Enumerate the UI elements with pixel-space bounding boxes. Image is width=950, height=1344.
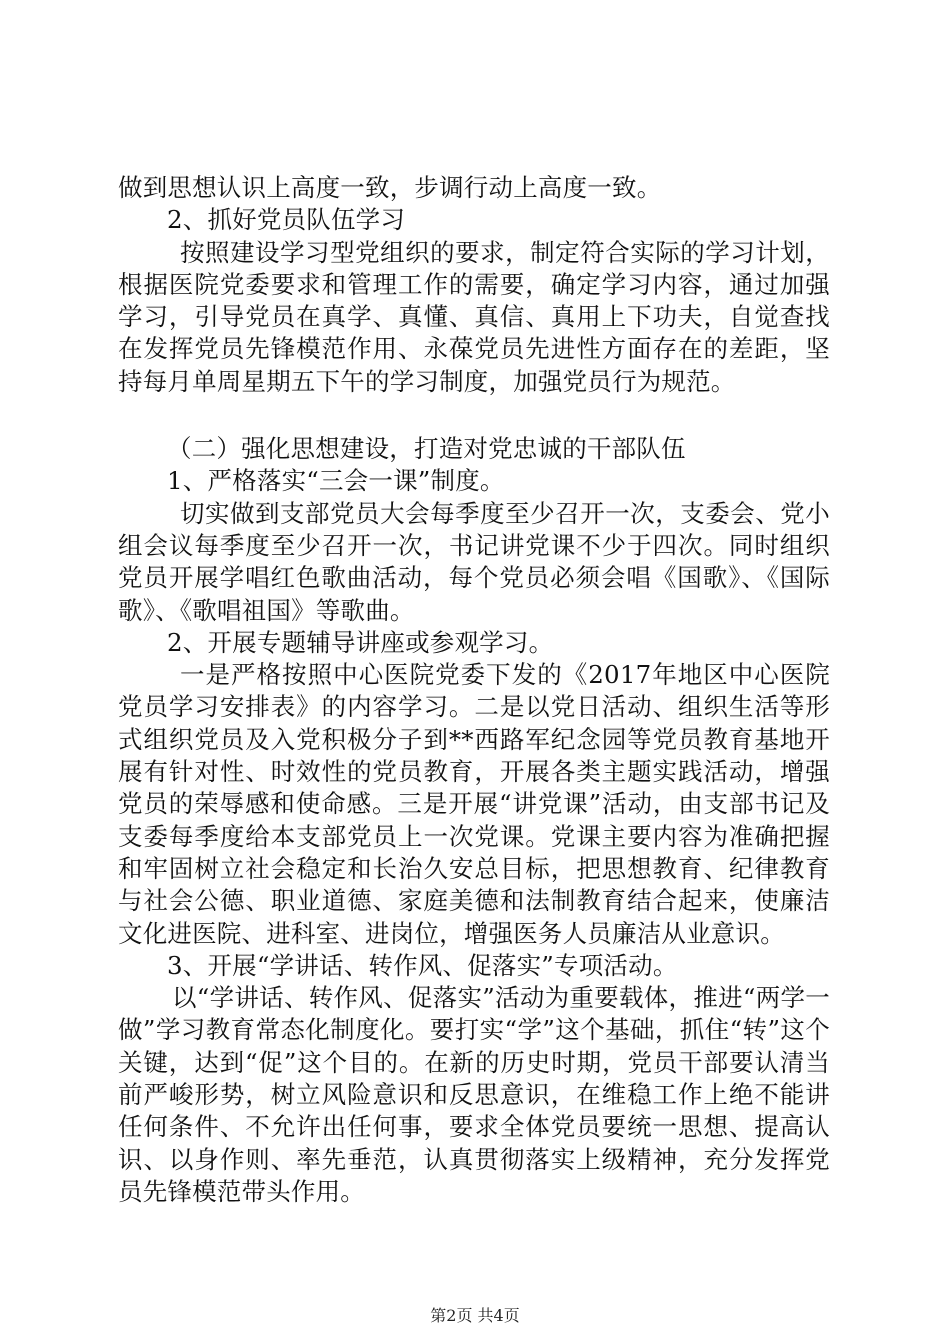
paragraph-study-plan: 按照建设学习型党组织的要求，制定符合实际的学习计划，根据医院党委要求和管理工作的需要，确定学习内容，通过加强学习，引导党员在真学、真懂、真信、真用上下功夫，自觉查找在发挥党员先锋模范作用、永葆党员先进性方面存在的差距，坚持每月单周星期五下午的学习制度，加强党员行为规范。 — [118, 237, 830, 396]
paragraph-lectures-detail: 一是严格按照中心医院党委下发的《2017年地区中心医院党员学习安排表》的内容学习。二是以党日活动、组织生活等形式组织党员及入党积极分子到**西路军纪念园等党员教育基地开展有针对性、时效性的党员教育，开展各类主题实践活动，增强党员的荣辱感和使命感。三是开展“讲党课”活动，由支部书记及支委每季度给本支部党员上一次党课。党课主要内容为准确把握和牢固树立社会稳定和长治久安总目标，把思想教育、纪律教育与社会公德、职业道德、家庭美德和法制教育结合起来，使廉洁文化进医院、进科室、进岗位，增强医务人员廉洁从业意识。 — [118, 660, 830, 948]
subheading-three-meetings: 1、严格落实“三会一课”制度。 — [167, 466, 505, 496]
document-body — [118, 172, 830, 1208]
subheading-lectures: 2、开展专题辅导讲座或参观学习。 — [167, 627, 554, 657]
paragraph-meetings-schedule: 切实做到支部党员大会每季度至少召开一次，支委会、党小组会议每季度至少召开一次，书记讲党课不少于四次。同时组织党员开展学唱红色歌曲活动，每个党员必须会唱《国歌》、《国际歌》、《歌唱祖国》等歌曲。 — [118, 498, 830, 625]
paragraph-continuation: 做到思想认识上高度一致，步调行动上高度一致。 — [118, 173, 662, 202]
section-heading-ideological-building: （二）强化思想建设，打造对党忠诚的干部队伍 — [167, 434, 686, 464]
page-number-footer: 第2页 共4页 — [430, 1306, 520, 1325]
subheading-special-activity: 3、开展“学讲话、转作风、促落实”专项活动。 — [167, 950, 678, 980]
paragraph-special-activity-detail: 以“学讲话、转作风、促落实”活动为重要载体，推进“两学一做”学习教育常态化制度化。要打实“学”这个基础，抓住“转”这个关键，达到“促”这个目的。在新的历史时期，党员干部要认清当前严峻形势，树立风险意识和反思意识，在维稳工作上绝不能讲任何条件、不允许出任何事，要求全体党员要统一思想、提高认识、以身作则、率先垂范，认真贯彻落实上级精神，充分发挥党员先锋模范带头作用。 — [118, 983, 830, 1206]
paragraph-spacer — [118, 398, 830, 433]
subheading-party-member-study: 2、抓好党员队伍学习 — [167, 205, 406, 235]
